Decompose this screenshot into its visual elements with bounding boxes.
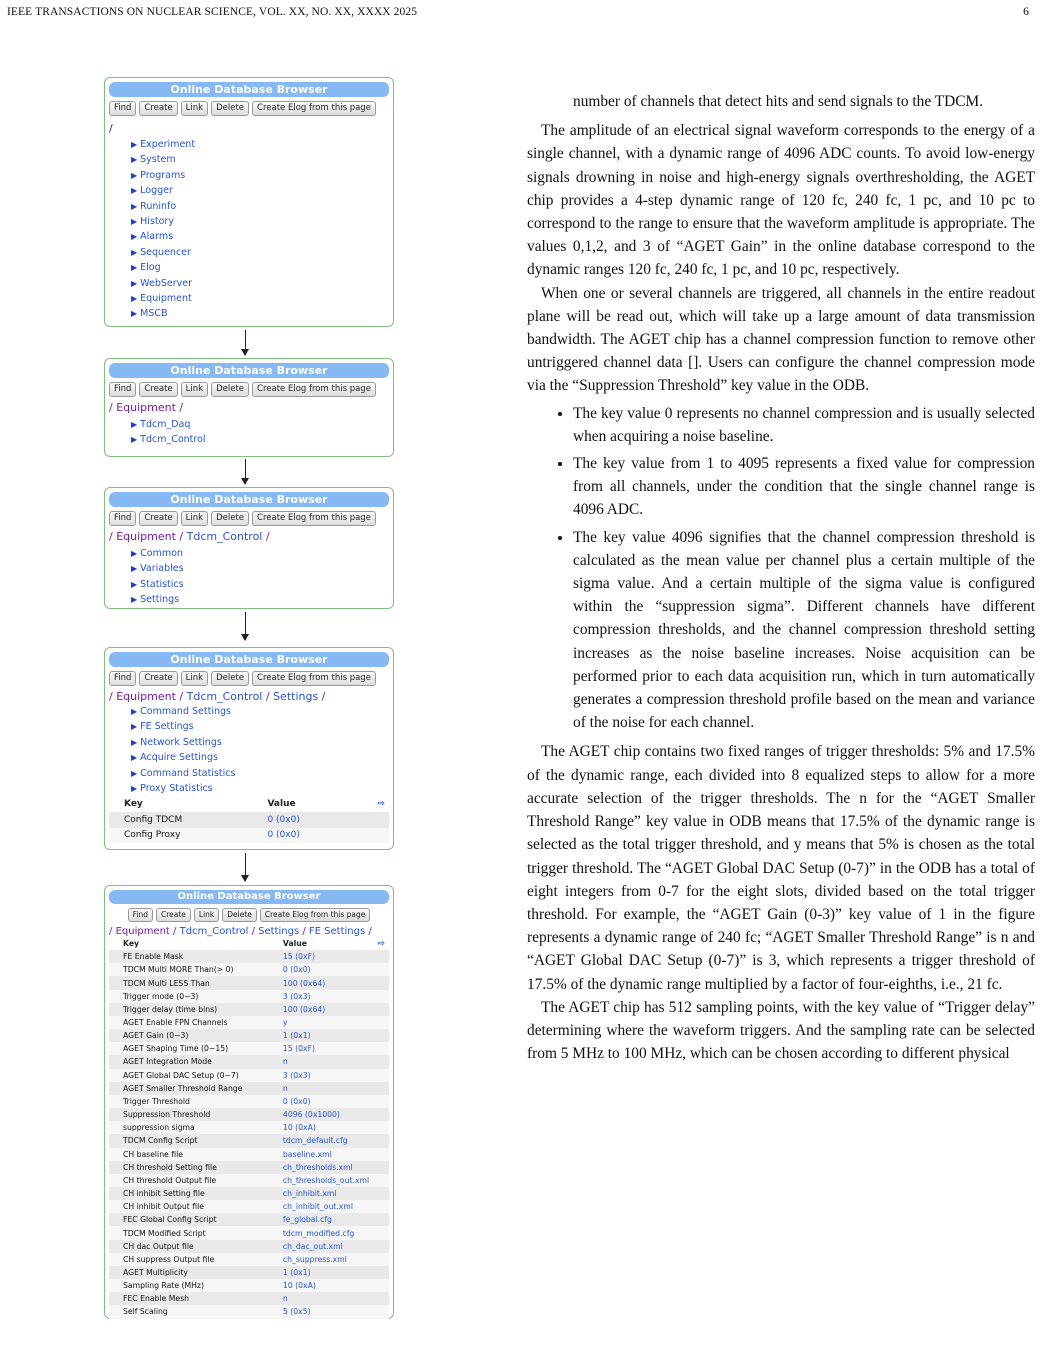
breadcrumb-link[interactable]: Equipment [116,530,176,543]
create-button[interactable]: Create [139,101,177,116]
path-separator: / [109,530,117,543]
find-button[interactable]: Find [109,511,136,526]
flow-arrow [245,853,246,881]
odb-tree-item-label: WebServer [140,277,193,289]
odb-path [109,530,389,543]
odb-tree-item-label: Logger [140,185,173,197]
odb-value[interactable]: n [269,1292,389,1305]
value-header: Value [267,799,296,810]
table-row [109,1292,389,1305]
odb-tree-item-label: Equipment [140,292,192,304]
breadcrumb-link[interactable]: FE Settings [308,926,366,937]
odb-tree-item-label: Runinfo [140,200,177,212]
expand-triangle-icon: ▶ [131,140,138,149]
odb-tree-item[interactable] [131,183,389,198]
path-separator: / [109,926,116,937]
odb-value[interactable]: ch_thresholds_out.xml [269,1174,389,1187]
breadcrumb-link[interactable]: Settings [273,690,319,703]
odb-tree-item-label: Variables [140,563,184,575]
table-row [109,1055,389,1068]
odb-item-list [131,137,389,322]
odb-value[interactable]: baseline.xml [269,1148,389,1161]
bullet-item: • The key value 4096 signifies that the channel compression threshold is calculated as the mean value per channel plus a certain multiple of the sigma value. And a certain multiple of the sigma value is configured within the “suppression sigma”. Different channels have different compression thresholds, and the channel compression threshold setting increases as the noise baseline increases. Noise acquisition can be performed prior to each data acquisition run, which in turn automatically generates a compression threshold profile based on the mean and variance of the noise for each channel. [573,526,1035,735]
create-elog-button[interactable]: Create Elog from this page [260,908,371,922]
odb-key: CH inhibit Setting file [109,1187,269,1200]
odb-tree-item[interactable] [131,561,389,576]
expand-triangle-icon: ▶ [131,783,138,793]
odb-tree-item[interactable] [131,432,389,447]
table-row [109,1226,389,1239]
table-row [109,950,389,963]
odb-tree-item[interactable] [131,229,389,244]
table-row [109,963,389,976]
odb-key: Trigger Threshold [109,1095,269,1108]
breadcrumb-link[interactable]: Tdcm_Control [186,530,263,543]
path-separator: / [262,530,270,543]
odb-value[interactable]: 1 (0x1) [269,1029,389,1042]
odb-item-list [131,546,389,608]
odb-key: CH baseline file [109,1148,269,1161]
expand-triangle-icon: ▶ [131,155,138,165]
odb-panel-fe-settings [104,885,394,1319]
paragraph-sampling: The AGET chip has 512 sampling points, with the key value of “Trigger delay” determining where the waveform triggers. And the sampling rate can be selected from 5 MHz to 100 MHz, which can be chosen according to different physical [527,998,1035,1063]
path-separator: / [175,401,184,414]
odb-tree-item[interactable] [131,276,389,291]
table-row [109,1200,389,1213]
table-row [109,1042,389,1055]
odb-key: AGET Global DAC Setup (0~7) [109,1069,269,1082]
table-row [109,1279,389,1292]
table-row [109,1069,389,1082]
find-button[interactable]: Find [128,908,153,922]
link-button[interactable]: Link [194,908,219,922]
odb-value[interactable]: tdcm_modified.cfg [269,1226,389,1239]
expand-triangle-icon: ▶ [131,420,138,429]
odb-toolbar [109,671,389,686]
odb-key: TDCM Modified Script [109,1226,269,1239]
continued-bullet-text: number of channels that detect hits and send signals to the TDCM. [573,93,984,110]
breadcrumb-link[interactable]: Tdcm_Control [186,690,263,703]
odb-value[interactable]: 15 (0xF) [269,950,389,963]
table-row [109,1213,389,1226]
odb-key: Self Scaling [109,1305,269,1318]
expand-triangle-icon: ▶ [131,435,138,445]
odb-value[interactable]: ch_inhibit_out.xml [269,1200,389,1213]
breadcrumb-link[interactable]: Settings [258,926,300,937]
delete-button[interactable]: Delete [211,671,249,686]
table-row [109,1003,389,1016]
delete-button[interactable]: Delete [211,101,249,116]
odb-tree-item[interactable] [131,306,389,321]
odb-tree-item[interactable] [131,245,389,260]
odb-key: FEC Global Config Script [109,1213,269,1226]
flow-arrow [245,459,246,484]
suppression-bullets [527,402,1035,735]
odb-tree-item[interactable] [131,766,389,781]
odb-toolbar [109,101,389,116]
table-row [109,1095,389,1108]
odb-key: CH threshold Setting file [109,1161,269,1174]
odb-key: FEC Enable Mesh [109,1292,269,1305]
expand-triangle-icon: ▶ [131,722,138,732]
odb-value[interactable]: y [269,1016,389,1029]
odb-key: Config TDCM [109,812,252,828]
table-row [109,1253,389,1266]
odb-tree-item-label: Statistics [140,578,184,590]
odb-key: CH threshold Output file [109,1174,269,1187]
journal-header: IEEE TRANSACTIONS ON NUCLEAR SCIENCE, VOL. XX, NO. XX, XXXX 2025 [7,6,418,18]
paragraph-threshold: The AGET chip contains two fixed ranges of trigger thresholds: 5% and 17.5% of the dynamic range, each divided into 8 equalized steps to allow for a more accurate selection of the trigger thresholds. The n for the “AGET Smaller Threshold Range” key value in ODB means that 17.5% of the dynamic range is selected as the total trigger threshold, and y means that 5% is chosen as the total trigger threshold. The “AGET Global DAC Setup (0-7)” in the ODB has a total of eight integers from 0-7 for the eight slots, divided based on the total trigger threshold. For example, the “AGET Gain (0-3)” key value of 1 in the figure represents a dynamic range of 240 fc; “AGET Smaller Threshold Range” is n and “AGET Global DAC Setup (0-7)” is 3, which represents a trigger threshold of 17.5% of the dynamic range multiplied by a factor of four-eighths, i.e., 21 fc. [527,743,1035,993]
expand-triangle-icon: ▶ [131,768,138,778]
odb-item-list [131,704,389,796]
table-row [109,1108,389,1121]
create-button[interactable]: Create [156,908,191,922]
value-header: Value [282,939,307,949]
expand-triangle-icon: ▶ [131,293,138,303]
odb-panel-root [104,77,394,327]
path-separator: / [365,926,372,937]
path-separator: / [109,401,117,414]
odb-key: CH inhibit Output file [109,1200,269,1213]
odb-tree-item-label: Tdcm_Daq [140,419,191,430]
expand-triangle-icon: ▶ [131,170,138,180]
odb-path [109,401,389,414]
expand-triangle-icon: ▶ [131,753,138,763]
expand-icon[interactable]: ⇨ [377,938,385,949]
odb-tree-item[interactable] [131,719,389,734]
odb-value[interactable]: ch_suppress.xml [269,1253,389,1266]
odb-tree-item-label: Experiment [140,139,196,150]
odb-value[interactable]: ch_dac_out.xml [269,1240,389,1253]
odb-tree-item[interactable] [131,137,389,152]
odb-key: AGET Shaping Time (0~15) [109,1042,269,1055]
expand-triangle-icon: ▶ [131,186,138,196]
path-separator: / [248,926,259,937]
odb-tree-item-label: Elog [140,262,161,274]
odb-tree-item-label: System [140,154,176,166]
odb-key: TDCM Config Script [109,1134,269,1147]
odb-item-list [131,417,389,448]
expand-icon[interactable]: ⇨ [377,799,385,810]
odb-toolbar [109,382,389,397]
table-row [109,812,389,828]
odb-key: FE Enable Mask [109,950,269,963]
odb-key: AGET Integration Mode [109,1055,269,1068]
link-button[interactable]: Link [181,511,208,526]
path-separator: / [175,690,187,703]
odb-value[interactable]: 4096 (0x1000) [269,1108,389,1121]
odb-value[interactable]: 0 (0x0) [269,1095,389,1108]
delete-button[interactable]: Delete [211,511,249,526]
expand-triangle-icon: ▶ [131,309,138,319]
table-row [109,1134,389,1147]
odb-tree-item-label: MSCB [140,308,168,320]
odb-tree-item-label: Command Statistics [140,767,236,779]
bullet-item: • The key value 0 represents no channel compression and is usually selected when acquiring a noise baseline. [573,402,1035,448]
odb-key: CH dac Output file [109,1240,269,1253]
breadcrumb-link[interactable]: Equipment [116,690,176,703]
paragraph-compression: When one or several channels are triggered, all channels in the entire readout plane will be read out, which will take up a large amount of data transmission bandwidth. The AGET chip has a channel compression function to remove other untriggered channel data []. Users can configure the channel compression mode via the “Suppression Threshold” key value in the ODB. [527,284,1035,395]
breadcrumb-link[interactable]: Tdcm_Control [179,926,249,937]
odb-value[interactable]: 3 (0x3) [269,990,389,1003]
odb-tree-item[interactable] [131,417,389,432]
odb-key: TDCM Multi MORE Than(> 0) [109,963,269,976]
table-row [109,1029,389,1042]
odb-tree-item[interactable] [131,577,389,592]
odb-title-bar: Online Database Browser [109,492,389,507]
odb-tree-item-label: FE Settings [140,721,194,733]
link-button[interactable]: Link [181,382,208,397]
expand-triangle-icon: ▶ [131,707,138,716]
odb-title-bar: Online Database Browser [109,82,389,97]
odb-value[interactable]: 3 (0x3) [269,1069,389,1082]
delete-button[interactable]: Delete [222,908,257,922]
table-row [109,1121,389,1134]
expand-triangle-icon: ▶ [131,278,138,288]
odb-path[interactable]: / [109,122,113,135]
odb-tree-item[interactable] [131,592,389,607]
path-separator: / [169,926,180,937]
odb-tree-item[interactable] [131,168,389,183]
odb-tree-item[interactable] [131,546,389,561]
odb-value[interactable]: fe_global.cfg [269,1213,389,1226]
odb-tree-item-label: Acquire Settings [140,752,218,764]
odb-value[interactable]: 0 (0x0) [269,963,389,976]
odb-value[interactable]: 100 (0x64) [269,976,389,989]
table-row [109,1148,389,1161]
odb-key-table [109,937,389,1319]
table-row [109,1240,389,1253]
breadcrumb-link[interactable]: Equipment [116,401,176,414]
odb-key: Suppression Threshold [109,1108,269,1121]
create-button[interactable]: Create [139,671,177,686]
odb-key: suppression sigma [109,1121,269,1134]
create-elog-button[interactable]: Create Elog from this page [252,382,376,397]
expand-triangle-icon: ▶ [131,564,138,574]
delete-button[interactable]: Delete [211,382,249,397]
odb-title-bar: Online Database Browser [109,363,389,378]
odb-panel-settings [104,647,394,850]
paragraph-gain: The amplitude of an electrical signal waveform corresponds to the energy of a single channel, with a dynamic range of 4096 ADC counts. To avoid low-energy signals drowning in noise and high-energy signals overthresholding, the AGET chip provides a 4-step dynamic range of 120 fc, 240 fc, 1 pc, and 10 pc to correspond to the range to ensure that the waveform amplitude is appropriate. The values 0,1,2, and 3 of “AGET Gain” in the online database correspond to the dynamic ranges 120 fc, 240 fc, 1 pc, and 10 pc, respectively. [527,122,1035,279]
odb-tree-item[interactable] [131,291,389,306]
odb-tree-item-label: Command Settings [140,706,231,717]
odb-tree-item[interactable] [131,781,389,796]
breadcrumb-link[interactable]: Equipment [115,926,170,937]
create-button[interactable]: Create [139,382,177,397]
path-separator: / [175,530,187,543]
table-row [109,1016,389,1029]
odb-value[interactable]: ch_inhibit.xml [269,1187,389,1200]
odb-tree-item-label: Common [140,548,183,559]
odb-key: CH suppress Output file [109,1253,269,1266]
odb-value[interactable]: 15 (0xF) [269,1042,389,1055]
odb-key: Trigger delay (time bins) [109,1003,269,1016]
odb-toolbar [109,908,389,922]
odb-key: AGET Smaller Threshold Range [109,1082,269,1095]
odb-key: TDCM Multi LESS Than [109,976,269,989]
odb-tree-item-label: Sequencer [140,246,191,258]
odb-path [109,926,389,937]
bullet-item: • The key value from 1 to 4095 represents a fixed value for compression from all channels, under the condition that the single channel range is 4096 ADC. [573,452,1035,522]
key-header: Key [123,939,140,949]
table-row [109,1174,389,1187]
find-button[interactable]: Find [109,382,136,397]
path-separator: / [109,690,117,703]
flow-arrow [245,330,246,355]
expand-triangle-icon: ▶ [131,216,138,226]
odb-key-table [109,796,389,843]
table-row [109,828,389,844]
table-row [109,1082,389,1095]
odb-tree-item[interactable] [131,704,389,719]
odb-tree-item-label: History [140,215,174,227]
path-separator: / [299,926,309,937]
odb-value[interactable]: n [269,1082,389,1095]
odb-tree-item-label: Alarms [140,231,174,243]
odb-tree-item-label: Tdcm_Control [140,434,206,446]
odb-title-bar: Online Database Browser [109,652,389,667]
table-row [109,1305,389,1318]
expand-triangle-icon: ▶ [131,549,138,558]
odb-panel-tdcm-control [104,487,394,609]
key-header: Key [124,799,143,810]
odb-value[interactable]: 1 (0x1) [269,1266,389,1279]
body-text [527,90,1035,1065]
odb-tree-item-label: Programs [140,169,186,181]
odb-key: AGET Gain (0~3) [109,1029,269,1042]
odb-value[interactable]: 0 (0x0) [252,812,389,828]
odb-key: AGET Multiplicity [109,1266,269,1279]
create-elog-button[interactable]: Create Elog from this page [252,671,376,686]
odb-value[interactable]: 5 (0x5) [269,1305,389,1318]
path-separator: / [318,690,326,703]
expand-triangle-icon: ▶ [131,232,138,242]
odb-panel-equipment [104,358,394,457]
odb-key: Config Proxy [109,828,252,844]
page-number: 6 [1023,6,1029,18]
table-row [109,990,389,1003]
odb-key: Trigger mode (0~3) [109,990,269,1003]
odb-tree-item[interactable] [131,152,389,167]
odb-key: Sampling Rate (MHz) [109,1279,269,1292]
find-button[interactable]: Find [109,101,136,116]
odb-toolbar [109,511,389,526]
odb-value[interactable]: 10 (0xA) [269,1279,389,1292]
odb-path [109,690,389,703]
create-elog-button[interactable]: Create Elog from this page [252,101,376,116]
odb-key: AGET Enable FPN Channels [109,1016,269,1029]
find-button[interactable]: Find [109,671,136,686]
odb-tree-item[interactable] [131,214,389,229]
create-elog-button[interactable]: Create Elog from this page [252,511,376,526]
table-row [109,1266,389,1279]
odb-value[interactable]: 100 (0x64) [269,1003,389,1016]
path-separator: / [262,690,274,703]
table-row [109,1187,389,1200]
odb-value[interactable]: 0 (0x0) [252,828,389,844]
odb-value[interactable]: tdcm_default.cfg [269,1134,389,1147]
create-button[interactable]: Create [139,511,177,526]
odb-value[interactable]: ch_thresholds.xml [269,1161,389,1174]
odb-value[interactable]: 10 (0xA) [269,1121,389,1134]
odb-tree-item-label: Proxy Statistics [140,782,213,794]
expand-triangle-icon: ▶ [131,247,138,257]
odb-value[interactable]: n [269,1055,389,1068]
link-button[interactable]: Link [181,671,208,686]
odb-title-bar: Online Database Browser [109,890,389,904]
expand-triangle-icon: ▶ [131,263,138,273]
odb-tree-item[interactable] [131,199,389,214]
table-row [109,976,389,989]
table-row [109,1161,389,1174]
odb-tree-item[interactable] [131,735,389,750]
odb-tree-item-label: Settings [140,594,180,606]
expand-triangle-icon: ▶ [131,579,138,589]
odb-tree-item[interactable] [131,260,389,275]
odb-tree-item[interactable] [131,750,389,765]
expand-triangle-icon: ▶ [131,737,138,747]
flow-arrow [245,612,246,640]
link-button[interactable]: Link [181,101,208,116]
expand-triangle-icon: ▶ [131,595,138,605]
odb-tree-item-label: Network Settings [140,736,222,748]
expand-triangle-icon: ▶ [131,201,138,211]
